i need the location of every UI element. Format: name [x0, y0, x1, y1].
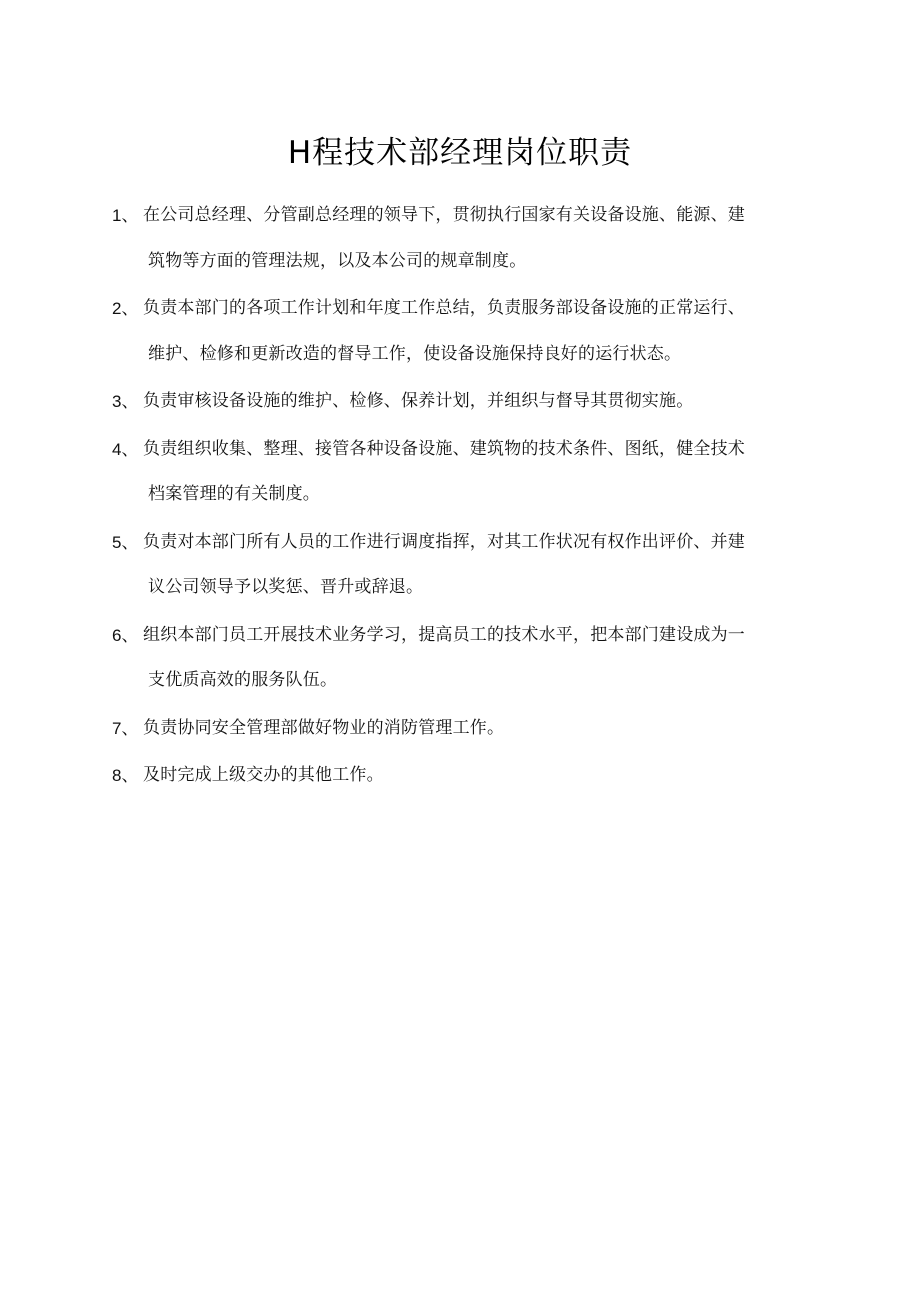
duty-list: [112, 193, 802, 801]
duty-number: 1、: [112, 206, 139, 225]
duty-item-8: [112, 753, 802, 799]
duty-line: 议公司领导予以奖惩、晋升或辞退。: [148, 577, 424, 597]
duty-number: 7、: [112, 718, 139, 738]
duty-line: 负责协同安全管理部做好物业的消防管理工作。: [143, 717, 505, 738]
duty-number: 4、: [112, 439, 139, 459]
duty-line: 在公司总经理、分管副总经理的领导下，贯彻执行国家有关设备设施、能源、建: [143, 205, 745, 225]
duty-line: 组织本部门员工开展技术业务学习，提高员工的技术水平，把本部门建设成为一: [143, 624, 745, 645]
duty-number: 8、: [112, 766, 139, 785]
duty-number: 2、: [112, 299, 139, 318]
duty-line: 及时完成上级交办的其他工作。: [143, 765, 384, 785]
duty-line: 筑物等方面的管理法规，以及本公司的规章制度。: [148, 250, 527, 271]
duty-text: [143, 753, 802, 799]
duty-item-6: [112, 613, 802, 704]
duty-text: [143, 193, 802, 284]
duty-number: 5、: [112, 532, 139, 552]
document-title: H程技术部经理岗位职责: [287, 135, 633, 171]
duty-item-2: [112, 286, 802, 377]
duty-item-5: [112, 520, 802, 611]
duty-item-4: [112, 427, 802, 518]
duty-line: 负责本部门的各项工作计划和年度工作总结，负责服务部设备设施的正常运行、: [143, 298, 745, 318]
duty-line: 支优质高效的服务队伍。: [148, 670, 338, 690]
duty-line: 负责组织收集、整理、接管各种设备设施、建筑物的技术条件、图纸，健全技术: [143, 438, 745, 459]
duty-item-3: [112, 379, 802, 425]
duty-line: 负责审核设备设施的维护、检修、保养计划，并组织与督导其贯彻实施。: [143, 391, 694, 411]
duty-text: [143, 379, 802, 425]
duty-line: 负责对本部门所有人员的工作进行调度指挥，对其工作状况有权作出评价、并建: [143, 531, 745, 552]
duty-text: [143, 520, 802, 611]
duty-line: 档案管理的有关制度。: [148, 484, 320, 504]
duty-text: [143, 427, 802, 518]
duty-text: [143, 286, 802, 377]
duty-item-7: [112, 706, 802, 752]
duty-text: [143, 706, 802, 752]
duty-item-1: [112, 193, 802, 284]
duty-line: 维护、检修和更新改造的督导工作，使设备设施保持良好的运行状态。: [148, 343, 682, 364]
duty-number: 3、: [112, 392, 139, 411]
duty-text: [143, 613, 802, 704]
duty-number: 6、: [112, 625, 139, 645]
